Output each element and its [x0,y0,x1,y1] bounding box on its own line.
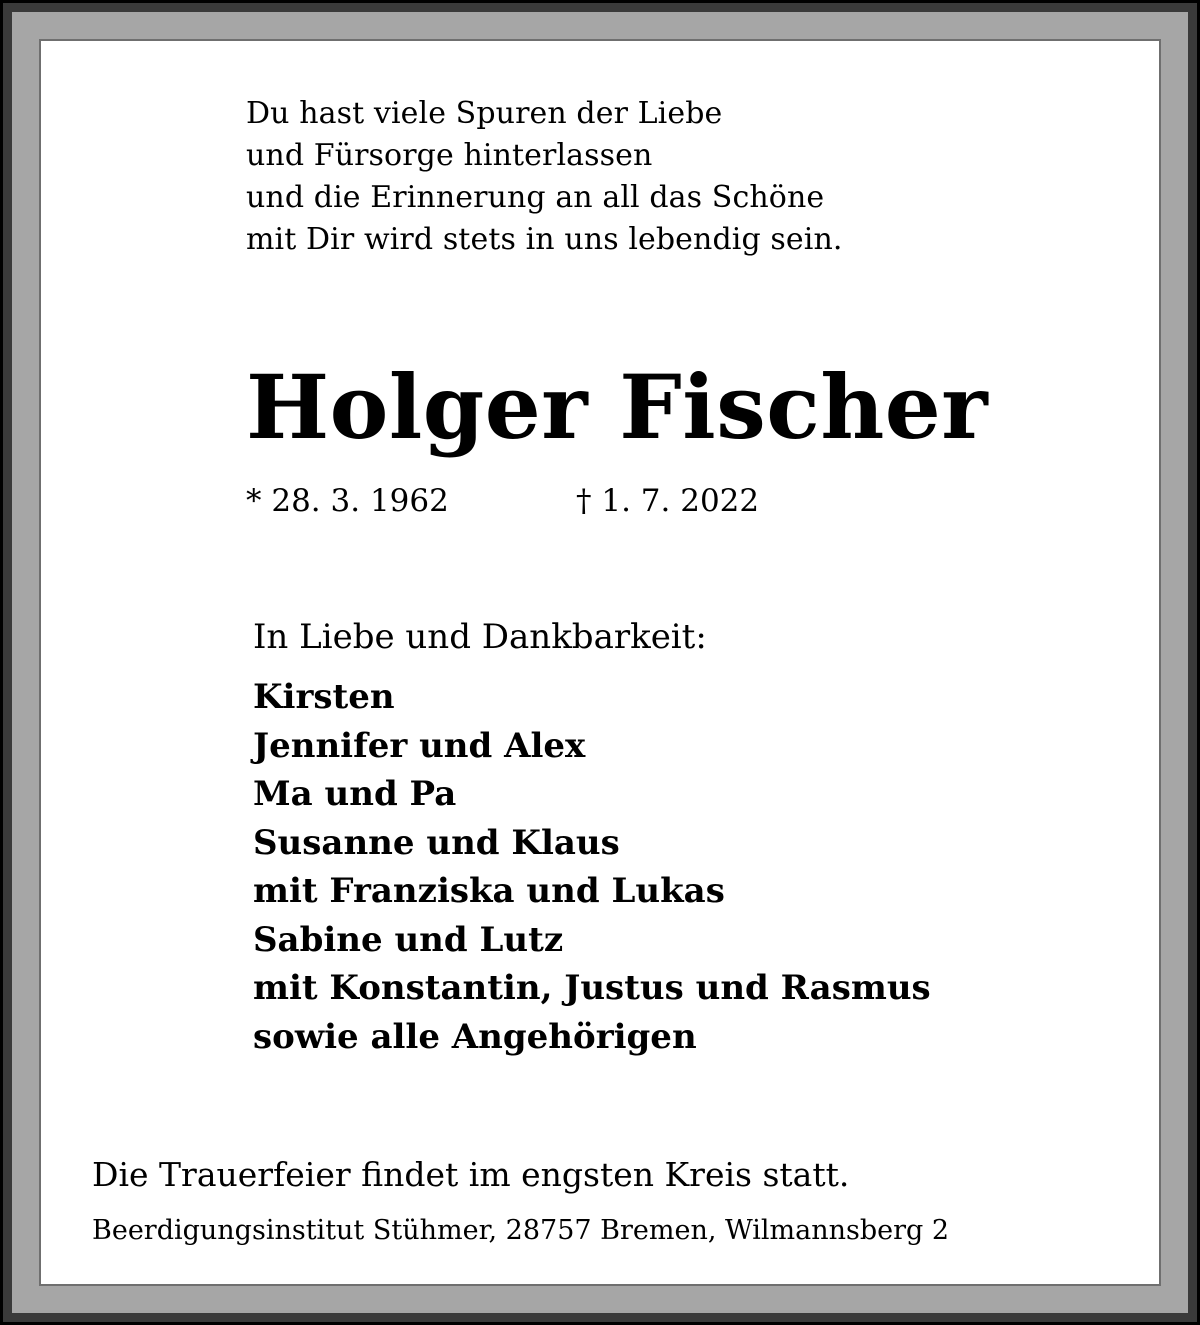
poem-line: mit Dir wird stets in uns lebendig sein. [246,222,843,257]
poem-line: und die Erinnerung an all das Schöne [246,180,825,215]
mourner-name: mit Konstantin, Justus und Rasmus [253,968,931,1008]
mourner-name: sowie alle Angehörigen [253,1016,697,1057]
mourners-list [253,673,931,1061]
deceased-name: Holger Fischer [246,355,989,459]
ceremony-note: Die Trauerfeier findet im engsten Kreis statt. [92,1155,850,1194]
mourner-name: Ma und Pa [253,774,457,814]
birth-date: * 28. 3. 1962 [246,483,449,519]
death-date: † 1. 7. 2022 [576,483,760,519]
mourners-intro: In Liebe und Dankbarkeit: [253,617,707,657]
poem-line: und Fürsorge hinterlassen [246,138,653,173]
mourner-name: Susanne und Klaus [253,822,620,863]
mourner-name: mit Franziska und Lukas [253,871,725,911]
memorial-poem [246,93,843,261]
mourner-name: Sabine und Lutz [253,919,564,960]
poem-line: Du hast viele Spuren der Liebe [246,96,723,131]
obituary-frame-border [12,12,1188,1313]
undertaker-address: Beerdigungsinstitut Stühmer, 28757 Bremen, Wilmannsberg 2 [92,1215,950,1246]
obituary-card [39,39,1161,1286]
mourner-name: Jennifer und Alex [253,725,586,766]
mourner-name: Kirsten [253,677,395,717]
